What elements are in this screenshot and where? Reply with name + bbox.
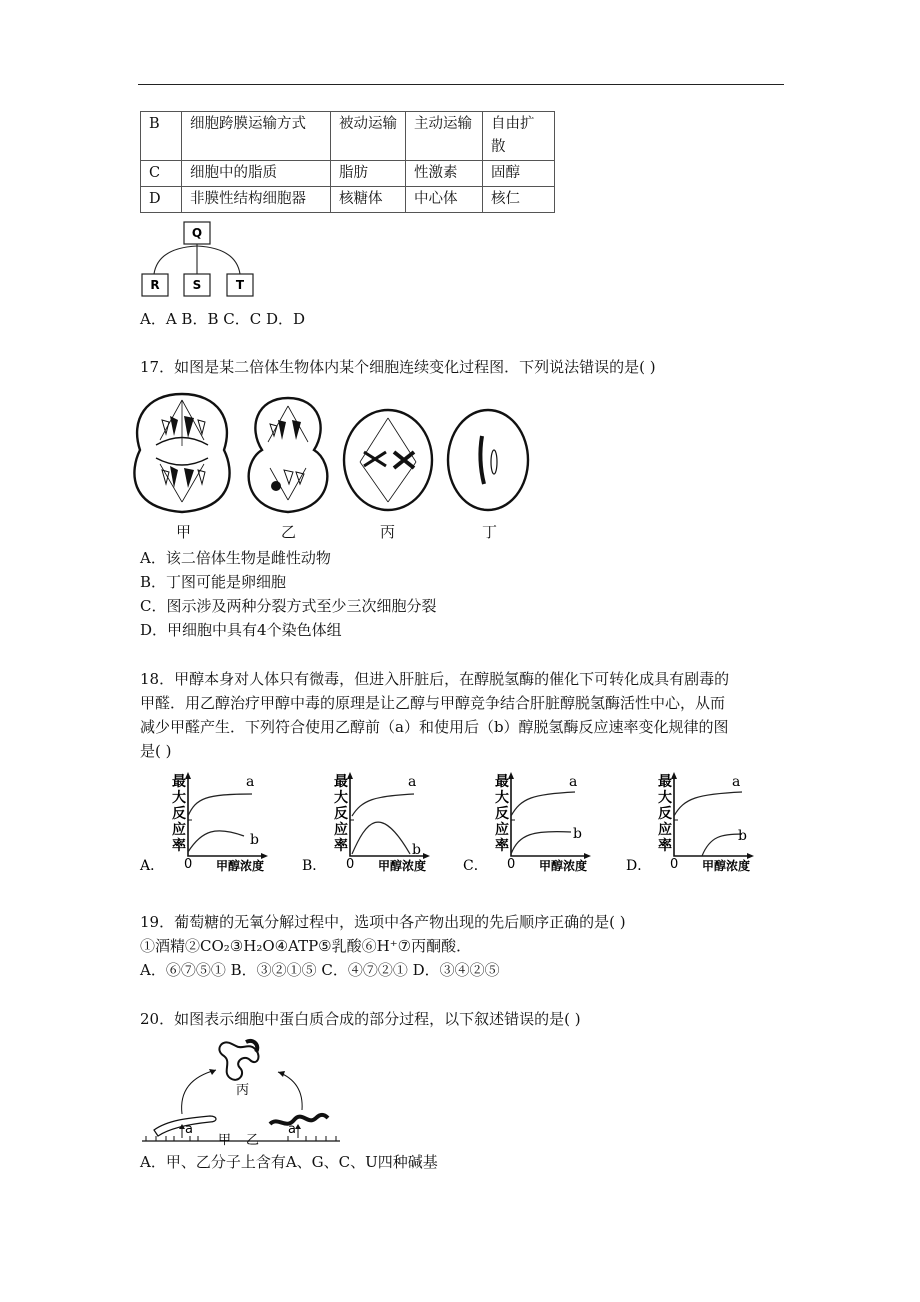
choice-label: D． bbox=[626, 858, 652, 874]
curve-b-label: b bbox=[573, 826, 582, 842]
table-row bbox=[141, 187, 555, 213]
cell-yi bbox=[249, 398, 328, 512]
table-cell: 细胞跨膜运输方式 bbox=[182, 112, 331, 161]
ylabel-char: 应 bbox=[172, 822, 186, 838]
curve-a-label: a bbox=[408, 774, 417, 790]
table-cell: C bbox=[141, 161, 182, 187]
cell-bing bbox=[344, 410, 432, 510]
node-t-label: T bbox=[235, 278, 245, 292]
q18-stem-line-2: 甲醛．用乙醇治疗甲醇中毒的原理是让乙醇与甲醇竞争结合肝脏醇脱氢酶活性中心，从而 bbox=[140, 694, 726, 712]
node-r-label: R bbox=[150, 278, 160, 292]
q20-stem: 20．如图表示细胞中蛋白质合成的部分过程，以下叙述错误的是( ) bbox=[140, 1010, 581, 1028]
curve-b-label: b bbox=[738, 828, 747, 844]
ylabel-char: 应 bbox=[495, 822, 509, 838]
curve-b bbox=[188, 831, 244, 852]
table-cell: 核仁 bbox=[483, 187, 555, 213]
choice-label: B． bbox=[302, 858, 327, 874]
curve-a bbox=[674, 792, 742, 816]
table-cell: 性激素 bbox=[406, 161, 483, 187]
cell-label-bing: 丙 bbox=[380, 523, 396, 541]
q17-stem: 17．如图是某二倍体生物体内某个细胞连续变化过程图．下列说法错误的是( ) bbox=[140, 358, 656, 376]
curve-b-label: b bbox=[412, 842, 421, 858]
curve-b bbox=[352, 822, 410, 854]
q17-option-a: A．该二倍体生物是雌性动物 bbox=[140, 549, 331, 567]
q16-options: A．A B．B C．C D．D bbox=[140, 310, 306, 328]
ylabel-char: 应 bbox=[334, 822, 348, 838]
label-a-right: a bbox=[288, 1122, 296, 1137]
table-cell: 被动运输 bbox=[331, 112, 406, 161]
ylabel-char: 反 bbox=[172, 806, 186, 822]
cell-jia bbox=[134, 394, 229, 512]
table-row bbox=[141, 161, 555, 187]
table-cell: D bbox=[141, 187, 182, 213]
ylabel-char: 最 bbox=[172, 774, 186, 790]
ylabel-char: 反 bbox=[658, 806, 672, 822]
protein-synthesis-figure bbox=[138, 1036, 348, 1148]
origin-label: 0 bbox=[670, 857, 679, 872]
origin-label: 0 bbox=[184, 857, 193, 872]
ylabel-char: 率 bbox=[658, 838, 672, 854]
curve-a bbox=[188, 794, 252, 816]
origin-label: 0 bbox=[507, 857, 516, 872]
q19-items: ①酒精②CO₂③H₂O④ATP⑤乳酸⑥H⁺⑦丙酮酸． bbox=[140, 937, 472, 955]
ylabel-char: 反 bbox=[334, 806, 348, 822]
q18-stem-line-3: 减少甲醛产生．下列符合使用乙醇前（a）和使用后（b）醇脱氢酶反应速率变化规律的图 bbox=[140, 718, 729, 736]
qrst-diagram bbox=[138, 218, 268, 300]
table-cell: 细胞中的脂质 bbox=[182, 161, 331, 187]
ylabel-char: 率 bbox=[495, 838, 509, 854]
node-s-label: S bbox=[192, 278, 202, 292]
label-bing: 丙 bbox=[236, 1083, 250, 1098]
rate-graph-c bbox=[463, 772, 603, 876]
choice-label: A． bbox=[140, 858, 165, 874]
label-yi: 乙 bbox=[246, 1133, 260, 1148]
q18-stem-line-1: 18．甲醇本身对人体只有微毒，但进入肝脏后，在醇脱氢酶的催化下可转化成具有剧毒的 bbox=[140, 670, 730, 688]
q20-option-a: A．甲、乙分子上含有A、G、C、U四种碱基 bbox=[140, 1153, 438, 1171]
ylabel-char: 大 bbox=[495, 790, 509, 806]
choice-label: C． bbox=[463, 858, 488, 874]
ylabel-char: 率 bbox=[172, 838, 186, 854]
ylabel-char: 率 bbox=[334, 838, 348, 854]
ylabel-char: 反 bbox=[495, 806, 509, 822]
xlabel: 甲醇浓度 bbox=[378, 859, 427, 873]
cell-ding bbox=[448, 410, 528, 510]
cell-division-figure bbox=[138, 390, 538, 540]
q17-option-d: D．甲细胞中具有4个染色体组 bbox=[140, 621, 342, 639]
curve-a-label: a bbox=[732, 774, 741, 790]
ylabel-char: 应 bbox=[658, 822, 672, 838]
xlabel: 甲醇浓度 bbox=[216, 859, 265, 873]
table-cell: B bbox=[141, 112, 182, 161]
table-cell: 脂肪 bbox=[331, 161, 406, 187]
ylabel-char: 最 bbox=[334, 774, 348, 790]
curve-a bbox=[352, 794, 414, 816]
ylabel-char: 最 bbox=[495, 774, 509, 790]
table-cell: 自由扩散 bbox=[483, 112, 555, 161]
xlabel: 甲醇浓度 bbox=[539, 859, 588, 873]
table-cell: 固醇 bbox=[483, 161, 555, 187]
origin-label: 0 bbox=[346, 857, 355, 872]
label-a-left: a bbox=[185, 1122, 193, 1137]
q19-stem: 19．葡萄糖的无氧分解过程中，选项中各产物出现的先后顺序正确的是( ) bbox=[140, 913, 626, 931]
options-table bbox=[140, 111, 555, 213]
table-row bbox=[141, 112, 555, 161]
node-q-label: Q bbox=[191, 226, 203, 240]
ylabel-char: 大 bbox=[334, 790, 348, 806]
ylabel-char: 大 bbox=[658, 790, 672, 806]
curve-b bbox=[511, 832, 571, 854]
table-cell: 核糖体 bbox=[331, 187, 406, 213]
table-cell: 主动运输 bbox=[406, 112, 483, 161]
curve-b bbox=[702, 834, 742, 856]
curve-a-label: a bbox=[569, 774, 578, 790]
header-rule bbox=[138, 84, 784, 85]
xlabel: 甲醇浓度 bbox=[702, 859, 751, 873]
cell-label-ding: 丁 bbox=[482, 523, 498, 541]
curve-a bbox=[511, 792, 575, 816]
rate-graph-a bbox=[140, 772, 280, 876]
ylabel-char: 最 bbox=[658, 774, 672, 790]
table-cell: 非膜性结构细胞器 bbox=[182, 187, 331, 213]
table-cell: 中心体 bbox=[406, 187, 483, 213]
q17-option-c: C．图示涉及两种分裂方式至少三次细胞分裂 bbox=[140, 597, 437, 615]
ylabel-char: 大 bbox=[172, 790, 186, 806]
rate-graph-b bbox=[302, 772, 442, 876]
cell-label-jia: 甲 bbox=[176, 523, 192, 541]
label-jia: 甲 bbox=[218, 1133, 232, 1148]
cell-label-yi: 乙 bbox=[281, 523, 297, 541]
q18-stem-line-4: 是( ) bbox=[140, 742, 172, 760]
q17-option-b: B．丁图可能是卵细胞 bbox=[140, 573, 287, 591]
curve-b-label: b bbox=[250, 832, 259, 848]
q19-options: A．⑥⑦⑤① B．③②①⑤ C．④⑦②① D．③④②⑤ bbox=[140, 961, 500, 979]
rate-graph-d bbox=[626, 772, 766, 876]
curve-a-label: a bbox=[246, 774, 255, 790]
